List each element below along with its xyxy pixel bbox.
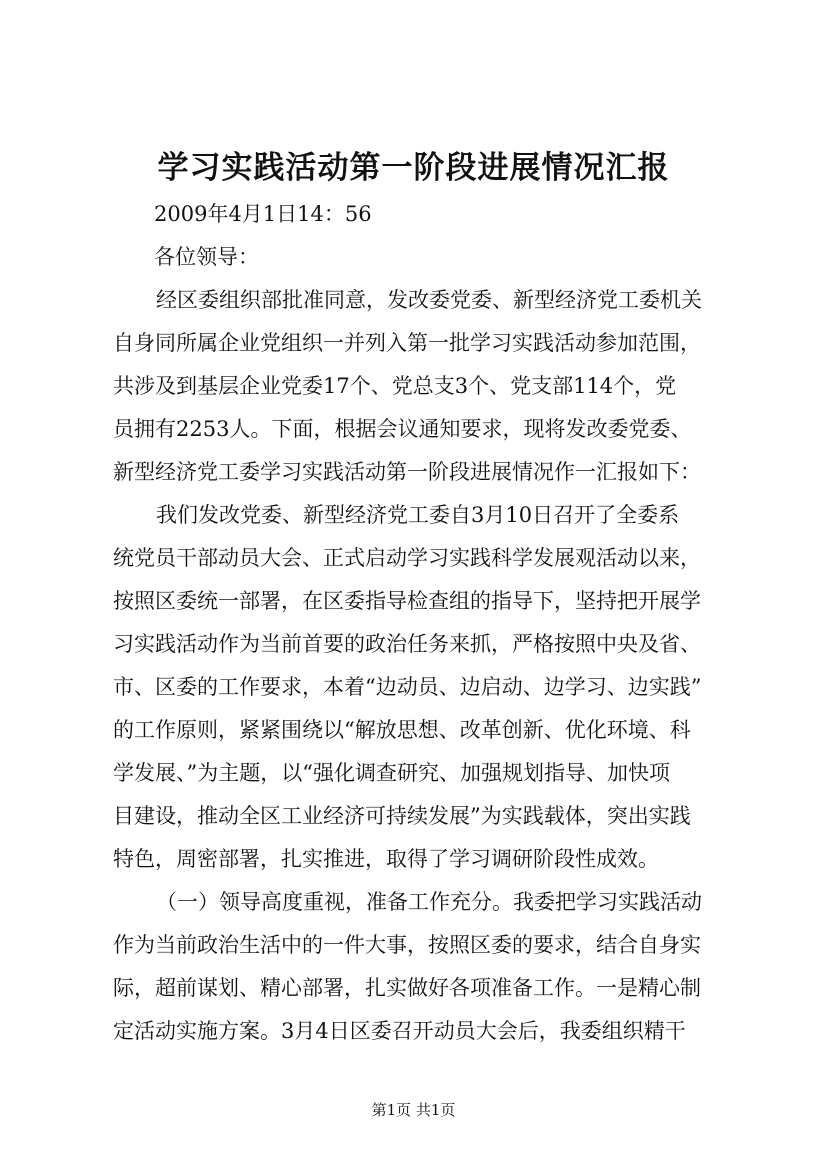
paragraph-line: 自身同所属企业党组织一并列入第一批学习实践活动参加范围，: [113, 331, 701, 355]
paragraph-line: 特色，周密部署，扎实推进，取得了学习调研阶段性成效。: [113, 847, 659, 871]
page-footer: 第1页 共1页: [371, 1101, 456, 1119]
paragraph-line: 定活动实施方案。3月4日区委召开动员大会后，我委组织精干: [113, 1019, 686, 1043]
document-title: 学习实践活动第一阶段进展情况汇报: [157, 150, 670, 186]
paragraph-line: 作为当前政治生活中的一件大事，按照区委的要求，结合自身实: [113, 933, 701, 957]
paragraph-line: 共涉及到基层企业党委17个、党总支3个、党支部114个，党: [113, 374, 677, 398]
paragraph-line: 的工作原则，紧紧围绕以“解放思想、改革创新、优化环境、科: [113, 718, 691, 742]
paragraph-line: 目建设，推动全区工业经济可持续发展”为实践载体，突出实践: [113, 804, 691, 828]
paragraph-line: 按照区委统一部署，在区委指导检查组的指导下，坚持把开展学: [113, 589, 701, 613]
paragraph-line: 市、区委的工作要求，本着“边动员、边启动、边学习、边实践”: [113, 675, 702, 699]
paragraph-line: 我们发改党委、新型经济党工委自3月10日召开了全委系: [156, 503, 680, 527]
paragraph-line: 员拥有2253人。下面，根据会议通知要求，现将发改委党委、: [113, 417, 692, 441]
paragraph-line: 统党员干部动员大会、正式启动学习实践科学发展观活动以来，: [113, 546, 701, 570]
paragraph-line: 新型经济党工委学习实践活动第一阶段进展情况作一汇报如下：: [113, 460, 701, 484]
paragraph-line: （一）领导高度重视，准备工作充分。我委把学习实践活动: [156, 890, 702, 914]
salutation: 各位领导：: [154, 245, 259, 269]
document-date: 2009年4月1日14：56: [154, 202, 372, 226]
paragraph-line: 际，超前谋划、精心部署，扎实做好各项准备工作。一是精心制: [113, 976, 701, 1000]
paragraph-line: 经区委组织部批准同意，发改委党委、新型经济党工委机关: [156, 288, 702, 312]
paragraph-line: 习实践活动作为当前首要的政治任务来抓，严格按照中央及省、: [113, 632, 701, 656]
paragraph-line: 学发展、”为主题，以“强化调查研究、加强规划指导、加快项: [113, 761, 670, 785]
